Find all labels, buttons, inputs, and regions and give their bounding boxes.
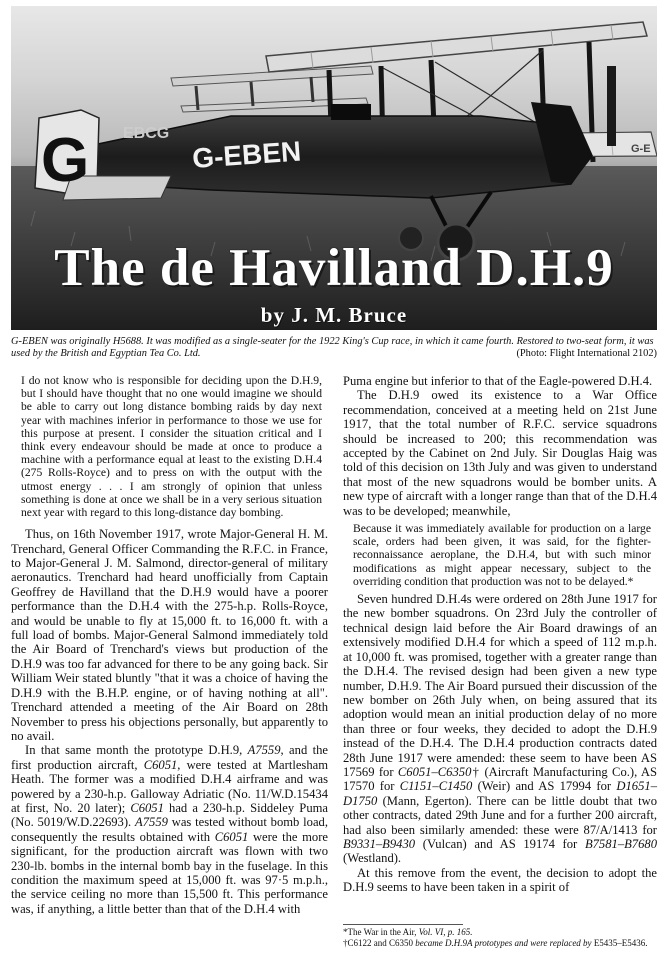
left-paragraph-1: Thus, on 16th November 1917, wrote Major-General H. M. Trenchard, General Officer Commanding the R.F.C. in France, to Major-General J. M. Salmond, director-general of military aeronautics. Trenchard had heard unofficially from Captain Geoffrey de Havilland that the D.H.9 would have a poorer performance than the D.H.4 with the 275-h.p. Rolls-Royce, and would be unable to fly at 15,000 ft. to 16,000 ft. with a full load of bombs. Major-General Salmond immediately told the Air Board of Trenchard's views but production of the D.H.9 was too far advanced for there to be any going back. Sir William Weir stated bluntly "that it was a choice of having the D.H.9 with the B.H.P. engine, or of having nothing at all". Trenchard attended a meeting of the Air Board on 28th November to press his objections personally, but apparently to no avail. xyxy=(11,527,328,743)
fuselage-registration: G-EBEN xyxy=(191,135,303,174)
aircraft-photo xyxy=(11,6,657,330)
left-paragraph-2: In that same month the prototype D.H.9, A7559, and the first production aircraft, C6051, were tested at Martlesham Heath. The former was a modified D.H.4 airframe and was powered by a 230-h.p. Galloway Adriatic (No. 11/W.D.15434 at first, No. 20 later); C6051 had a 230-h.p. Siddeley Puma (No. 5019/W.D.22693). A7559 was tested without bomb load, consequently the results obtained with C6051 were the more significant, for the production aircraft was flown with two 230-lb. bombs in the internal bomb bay in the fuselage. In this condition the maximum speed at 15,000 ft. was 97·5 m.p.h., the service ceiling no more than 15,500 ft. This performance was, if anything, a little better than that of the D.H.4 with xyxy=(11,743,329,916)
footnote-1: *The War in the Air, Vol. VI, p. 165. xyxy=(343,927,473,937)
right-paragraph-2: Seven hundred D.H.4s were ordered on 28th June 1917 for the new bomber squadrons. On 23rd July the controller of technical design laid before the Air Board drawings of an extensively modified D.H.4 for which a speed of 112 m.p.h. at 10,000 ft. was promised, together with a greater range than the D.H.4. The revised design had been given a new type number, D.H.9. The Air Board pursued their discussion of the new bomber on 26th July when, on being assured that its adoption would mean an initial production delay of no more than three or four weeks, they decided to adopt the D.H.9 instead of the D.H.4. The D.H.4 production contracts dated 28th June 1917 were amended: these seem to have been AS 17569 for C6051–C6350† (Aircraft Manufacturing Co.), AS 17570 for C1151–C1450 (Weir) and AS 17994 for D1651–D1750 (Mann, Egerton). There can be little doubt that two other contracts, dated 29th June and for a further 200 aircraft, had also been similarly amended: these were 87/A/1413 for B9331–B9430 (Vulcan) and AS 19174 for B7581–B7680 (Westland). xyxy=(343,592,657,866)
trenchard-quote: I do not know who is responsible for deciding upon the D.H.9, but I should have thought that no one would imagine we should be able to carry out long distance bombing raids by day next year with machines inferior in performance to those we use for this purpose at present. I consider the situation critical and I think every endeavour should be made at once to produce a machine with a performance equal at least to the existing D.H.4 (275 Rolls-Royce) and to press on with the output with the utmost energy . . . I am strongly of opinion that unless something is done at once we shall be in a very serious situation next year with regard to this long-distance day bombing. xyxy=(21,374,322,520)
right-paragraph-0: Puma engine but inferior to that of the Eagle-powered D.H.4. xyxy=(343,374,653,388)
right-column xyxy=(343,374,657,895)
article-byline: by J. M. Bruce xyxy=(260,303,408,327)
photo-caption xyxy=(11,336,657,361)
right-paragraph-4: At this remove from the event, the decision to adopt the D.H.9 seems to have been taken in a spirit of xyxy=(343,865,657,895)
war-in-the-air-quote: Because it was immediately available for production on a large scale, orders had been given, it was said, for the fighter-reconnaissance aeroplane, the D.H.4, but with such minor modifications as might appear necessary, subject to the overriding condition that production was not to be delayed.* xyxy=(353,522,651,588)
footnotes xyxy=(343,924,657,948)
left-column xyxy=(11,374,328,916)
photo-credit: (Photo: Flight International 2102) xyxy=(516,348,657,360)
fin-letter: G xyxy=(41,126,90,195)
article-title: The de Havilland D.H.9 xyxy=(54,239,614,297)
caption-text: G-EBEN was originally H5688. It was modified as a single-seater for the 1922 King's Cup race, in which it came fourth. Restored to two-seat form, it was used by the British and Egyptian Tea Co. Ltd. xyxy=(11,336,654,360)
fin-partial-text: EBCG xyxy=(123,125,170,142)
footnote-rule xyxy=(343,924,463,925)
right-paragraph-1: The D.H.9 owed its existence to a War Office recommendation, conceived at a meeting held on 21st June 1917, that the total number of R.F.C. service squadrons should be increased to 200; this recommendation was accepted by the Cabinet on 2nd July. Sir Douglas Haig was told of this decision on 13th July and was given to understand that most of the new squadrons would be bomber units. A new type of aircraft with a longer range than that of the D.H.4 was to be developed; meanwhile, xyxy=(343,388,657,518)
far-wing-text: G-E xyxy=(631,143,651,155)
footnote-2: †C6122 and C6350 became D.H.9A prototypes and were replaced by E5435–E5436. xyxy=(343,937,648,948)
